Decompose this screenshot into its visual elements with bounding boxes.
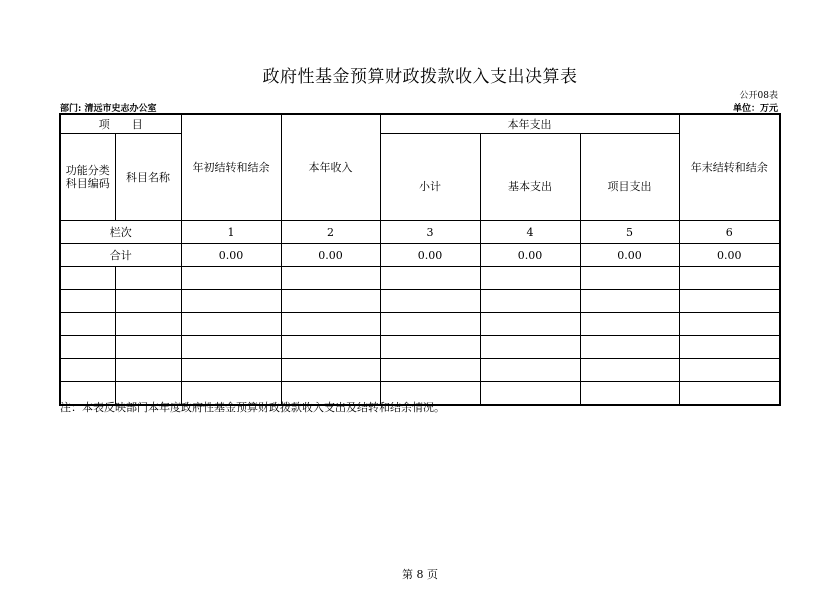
table-cell (115, 359, 181, 382)
table-cell (115, 267, 181, 290)
header-code-line2: 科目编码 (65, 177, 110, 190)
table-cell (115, 290, 181, 313)
table-cell (380, 336, 480, 359)
table-cell (60, 290, 115, 313)
table-cell (580, 382, 679, 406)
table-cell (380, 359, 480, 382)
table-cell (480, 313, 580, 336)
table-cell (115, 313, 181, 336)
table-cell (580, 313, 679, 336)
table-cell (115, 336, 181, 359)
table-cell (480, 267, 580, 290)
column-number: 3 (380, 221, 480, 244)
table-cell (281, 313, 380, 336)
column-number-row (60, 221, 780, 244)
header-code-line1: 功能分类 (65, 164, 110, 177)
department-label: 部门: (60, 104, 82, 114)
table-cell (380, 290, 480, 313)
table-cell (181, 267, 281, 290)
table-cell (380, 313, 480, 336)
table-cell (181, 290, 281, 313)
column-number-label: 栏次 (60, 221, 181, 244)
header-code (60, 134, 115, 221)
total-value: 0.00 (281, 244, 380, 267)
table-cell (181, 313, 281, 336)
table-cell (580, 359, 679, 382)
table-cell (181, 336, 281, 359)
header-project: 项目支出 (580, 134, 679, 221)
header-name: 科目名称 (115, 134, 181, 221)
table-cell (679, 267, 780, 290)
total-value: 0.00 (580, 244, 679, 267)
table-cell (480, 290, 580, 313)
table-cell (60, 359, 115, 382)
table-cell (679, 359, 780, 382)
header-end-balance: 年末结转和结余 (679, 114, 780, 221)
column-number: 5 (580, 221, 679, 244)
total-value: 0.00 (679, 244, 780, 267)
table-row (60, 336, 780, 359)
total-row (60, 244, 780, 267)
total-value: 0.00 (181, 244, 281, 267)
column-number: 6 (679, 221, 780, 244)
table-cell (281, 359, 380, 382)
column-number: 4 (480, 221, 580, 244)
table-cell (679, 336, 780, 359)
total-label: 合计 (60, 244, 181, 267)
page-number: 第 8 页 (402, 568, 438, 581)
table-row (60, 290, 780, 313)
header-begin-balance: 年初结转和结余 (181, 114, 281, 221)
table-row (60, 359, 780, 382)
table-cell (380, 267, 480, 290)
table-cell (679, 382, 780, 406)
column-number: 2 (281, 221, 380, 244)
footnote: 注：本表反映部门本年度政府性基金预算财政拨款收入支出及结转和结余情况。 (60, 401, 445, 414)
table-cell (480, 336, 580, 359)
budget-table (59, 113, 781, 406)
table-cell (580, 267, 679, 290)
table-cell (281, 336, 380, 359)
department-value: 清远市史志办公室 (84, 104, 157, 114)
table-cell (580, 336, 679, 359)
header-income: 本年收入 (281, 114, 380, 221)
total-value: 0.00 (380, 244, 480, 267)
form-number: 公开08表 (739, 91, 778, 101)
table-cell (679, 313, 780, 336)
table-cell (580, 290, 679, 313)
table-row (60, 313, 780, 336)
table-cell (281, 267, 380, 290)
page-title: 政府性基金预算财政拨款收入支出决算表 (262, 67, 578, 87)
table-cell (480, 359, 580, 382)
table-row (60, 267, 780, 290)
header-subtotal: 小计 (380, 134, 480, 221)
table-cell (679, 290, 780, 313)
header-item: 项 目 (60, 114, 181, 134)
header-expense: 本年支出 (380, 114, 679, 134)
table-cell (60, 336, 115, 359)
table-cell (60, 313, 115, 336)
table-cell (281, 290, 380, 313)
table-cell (181, 359, 281, 382)
table-cell (480, 382, 580, 406)
unit-label: 单位：万元 (732, 104, 778, 114)
table-cell (60, 267, 115, 290)
header-basic: 基本支出 (480, 134, 580, 221)
column-number: 1 (181, 221, 281, 244)
total-value: 0.00 (480, 244, 580, 267)
